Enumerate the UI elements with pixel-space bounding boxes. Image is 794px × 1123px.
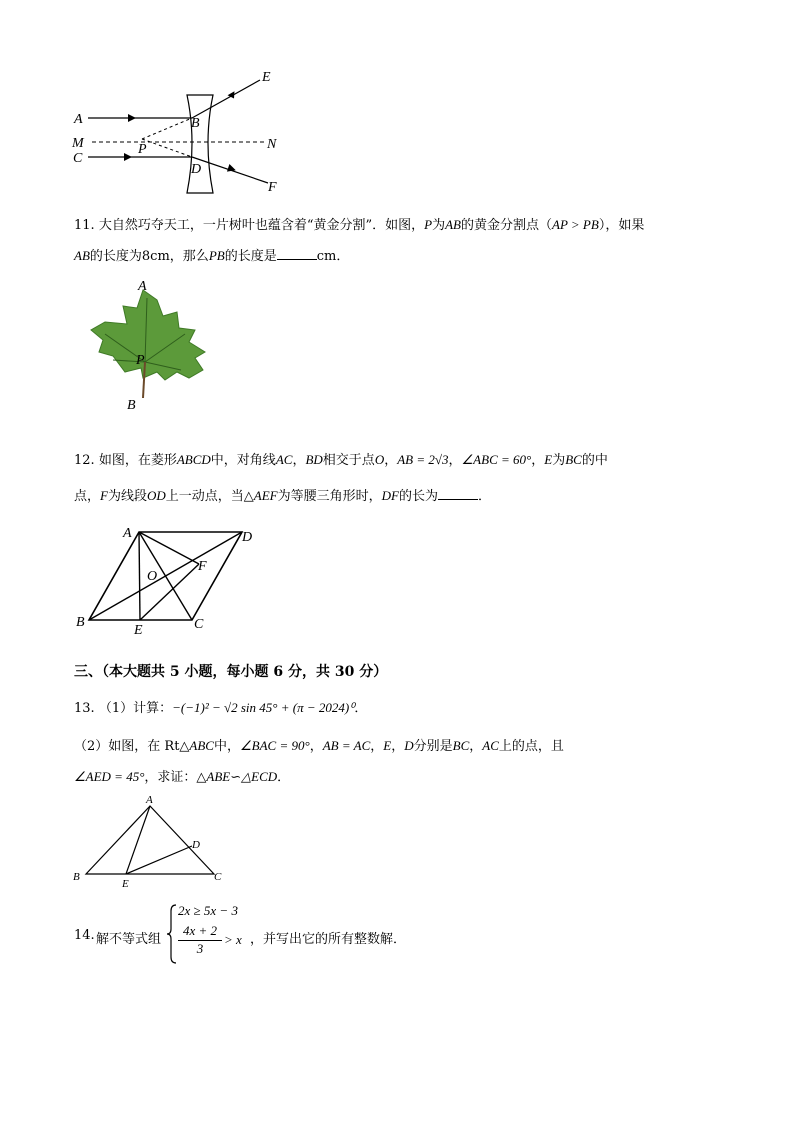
q11-answer-blank[interactable] [277,249,317,260]
q12-t9: 的中 [581,453,608,468]
q13-part1 [74,697,367,716]
q13-bac: ∠BAC = 90° [240,738,310,753]
q11-pb: PB [208,248,225,263]
q14-denominator: 3 [196,941,204,956]
q12-end: ． [477,489,491,504]
q12-line2 [74,485,491,504]
label-D: D [191,162,202,177]
q11-line1 [74,214,644,233]
leaf-label-B: B [127,398,136,413]
q11-number: 11. [74,218,95,233]
tri-label-A: A [146,794,153,806]
q14-numerator: 4x + 2 [178,923,222,941]
q13-e: E [383,738,392,753]
label-B: B [191,116,200,131]
q13-expression: −(−1)² − √2 sin 45° + (π − 2024)⁰ [172,700,355,715]
q13-ecd: △ECD [241,769,278,784]
q11-length: 8cm [141,249,170,264]
label-A: A [74,112,83,127]
q14-pre: 解不等式组 [96,932,162,947]
q13-ac: AC [482,738,499,753]
q13-part2-line1 [74,735,564,754]
q12-t1: 如图，在菱形 [98,453,177,468]
q11-condition: AP > PB [552,217,599,232]
q11-wei: 为 [432,218,446,233]
q14-gt-x: > x [224,932,242,947]
q12-t6: ， [448,453,462,468]
q11-ab: AB [445,217,461,232]
q12-t4: 相交于点 [322,453,375,468]
q12-bd: BD [305,452,323,467]
q12-t3: ， [292,453,306,468]
q11-text2: 的黄金分割点（ [460,218,552,233]
q12-answer-blank[interactable] [438,489,478,500]
q13-abe: ABE [206,769,231,784]
tri-label-B: B [73,871,80,883]
q12-line1 [74,449,608,468]
q11-text4: 的长度为 [89,249,142,264]
q14-post: ，并写出它的所有整数解． [250,932,407,947]
q12-ab-eq: AB = 2√3 [397,452,449,467]
q13-t6: 分别是 [413,739,453,754]
q13-t1: （2）如图，在 Rt△ [74,739,190,754]
q13-part2-line2 [74,766,290,785]
q13-d: D [404,738,414,753]
triangle-figure [70,792,230,888]
leaf-label-A: A [138,279,147,294]
q11-text5: ，那么 [169,249,209,264]
section-3-heading: 三、（本大题共 5 小题，每小题 6 分，共 30 分） [74,664,388,680]
q12-t12: 上一动点，当△ [165,489,254,504]
q11-end: ． [336,249,350,264]
q11-text3: ），如果 [598,218,645,233]
q13-abac: AB = AC [322,738,371,753]
label-E: E [262,70,271,85]
q11-unit: cm [316,249,337,264]
q12-o: O [374,452,385,467]
rh-label-C: C [194,617,204,632]
q13-t4: ， [370,739,384,754]
q11-text: 大自然巧夺天工，一片树叶也蕴含着“黄金分割”．如图， [98,218,425,233]
q13-t3: ， [309,739,323,754]
q13-number: 13. [74,701,95,716]
q12-aef: AEF [253,488,278,503]
q13-t10: ． [277,770,291,785]
q14-number: 14. [74,928,95,943]
q13-t7: ， [469,739,483,754]
q12-bc: BC [565,452,582,467]
q12-t10: 点， [74,489,101,504]
rhombus-figure [72,522,272,642]
q12-t7: ， [531,453,545,468]
q12-f: F [100,488,108,503]
q14-fraction [178,923,222,957]
rh-label-B: B [76,615,85,630]
q12-angle: ∠ABC = 60° [461,452,532,467]
q13-aed: ∠AED = 45° [74,769,145,784]
q12-number: 12. [74,453,95,468]
q12-t11: 为线段 [107,489,147,504]
rh-label-E: E [134,623,143,638]
q11-line2 [74,245,349,264]
q12-df: DF [381,488,399,503]
q12-t13: 为等腰三角形时， [277,489,382,504]
leaf-image [85,278,215,413]
lens-figure [70,65,300,195]
label-C: C [73,151,83,166]
q12-od: OD [146,488,166,503]
q13-p1: （1）计算： [98,701,173,716]
rh-label-F: F [198,559,207,574]
q12-abcd: ABCD [176,452,211,467]
q13-t5: ， [391,739,405,754]
rh-label-O: O [147,569,158,584]
label-F: F [268,180,277,195]
label-N: N [267,137,277,152]
q11-ab2: AB [74,248,90,263]
tri-label-C: C [214,871,222,883]
q12-ac: AC [275,452,293,467]
q13-sim: ∽ [230,770,242,785]
tri-label-E: E [122,878,129,888]
q13-t8: 上的点，且 [498,739,564,754]
leaf-label-P: P [136,353,145,368]
q13-t9: ，求证：△ [144,770,207,785]
rh-label-A: A [123,526,132,541]
q12-e: E [544,452,553,467]
rh-label-D: D [242,530,253,545]
q13-abc: ABC [189,738,214,753]
q11-text6: 的长度是 [224,249,277,264]
q11-p: P [424,217,433,232]
q12-t14: 的长为 [398,489,438,504]
q13-bc: BC [452,738,470,753]
label-M: M [72,136,84,151]
q12-t8: 为 [552,453,566,468]
q14-brace [166,903,178,965]
q12-t5: ， [384,453,398,468]
tri-label-D: D [192,839,200,851]
q13-end: ． [354,701,368,716]
q13-t2: 中， [213,739,240,754]
label-P: P [138,142,147,157]
q14-inequality-1: 2x ≥ 5x − 3 [178,903,238,918]
q12-t2: 中，对角线 [210,453,276,468]
